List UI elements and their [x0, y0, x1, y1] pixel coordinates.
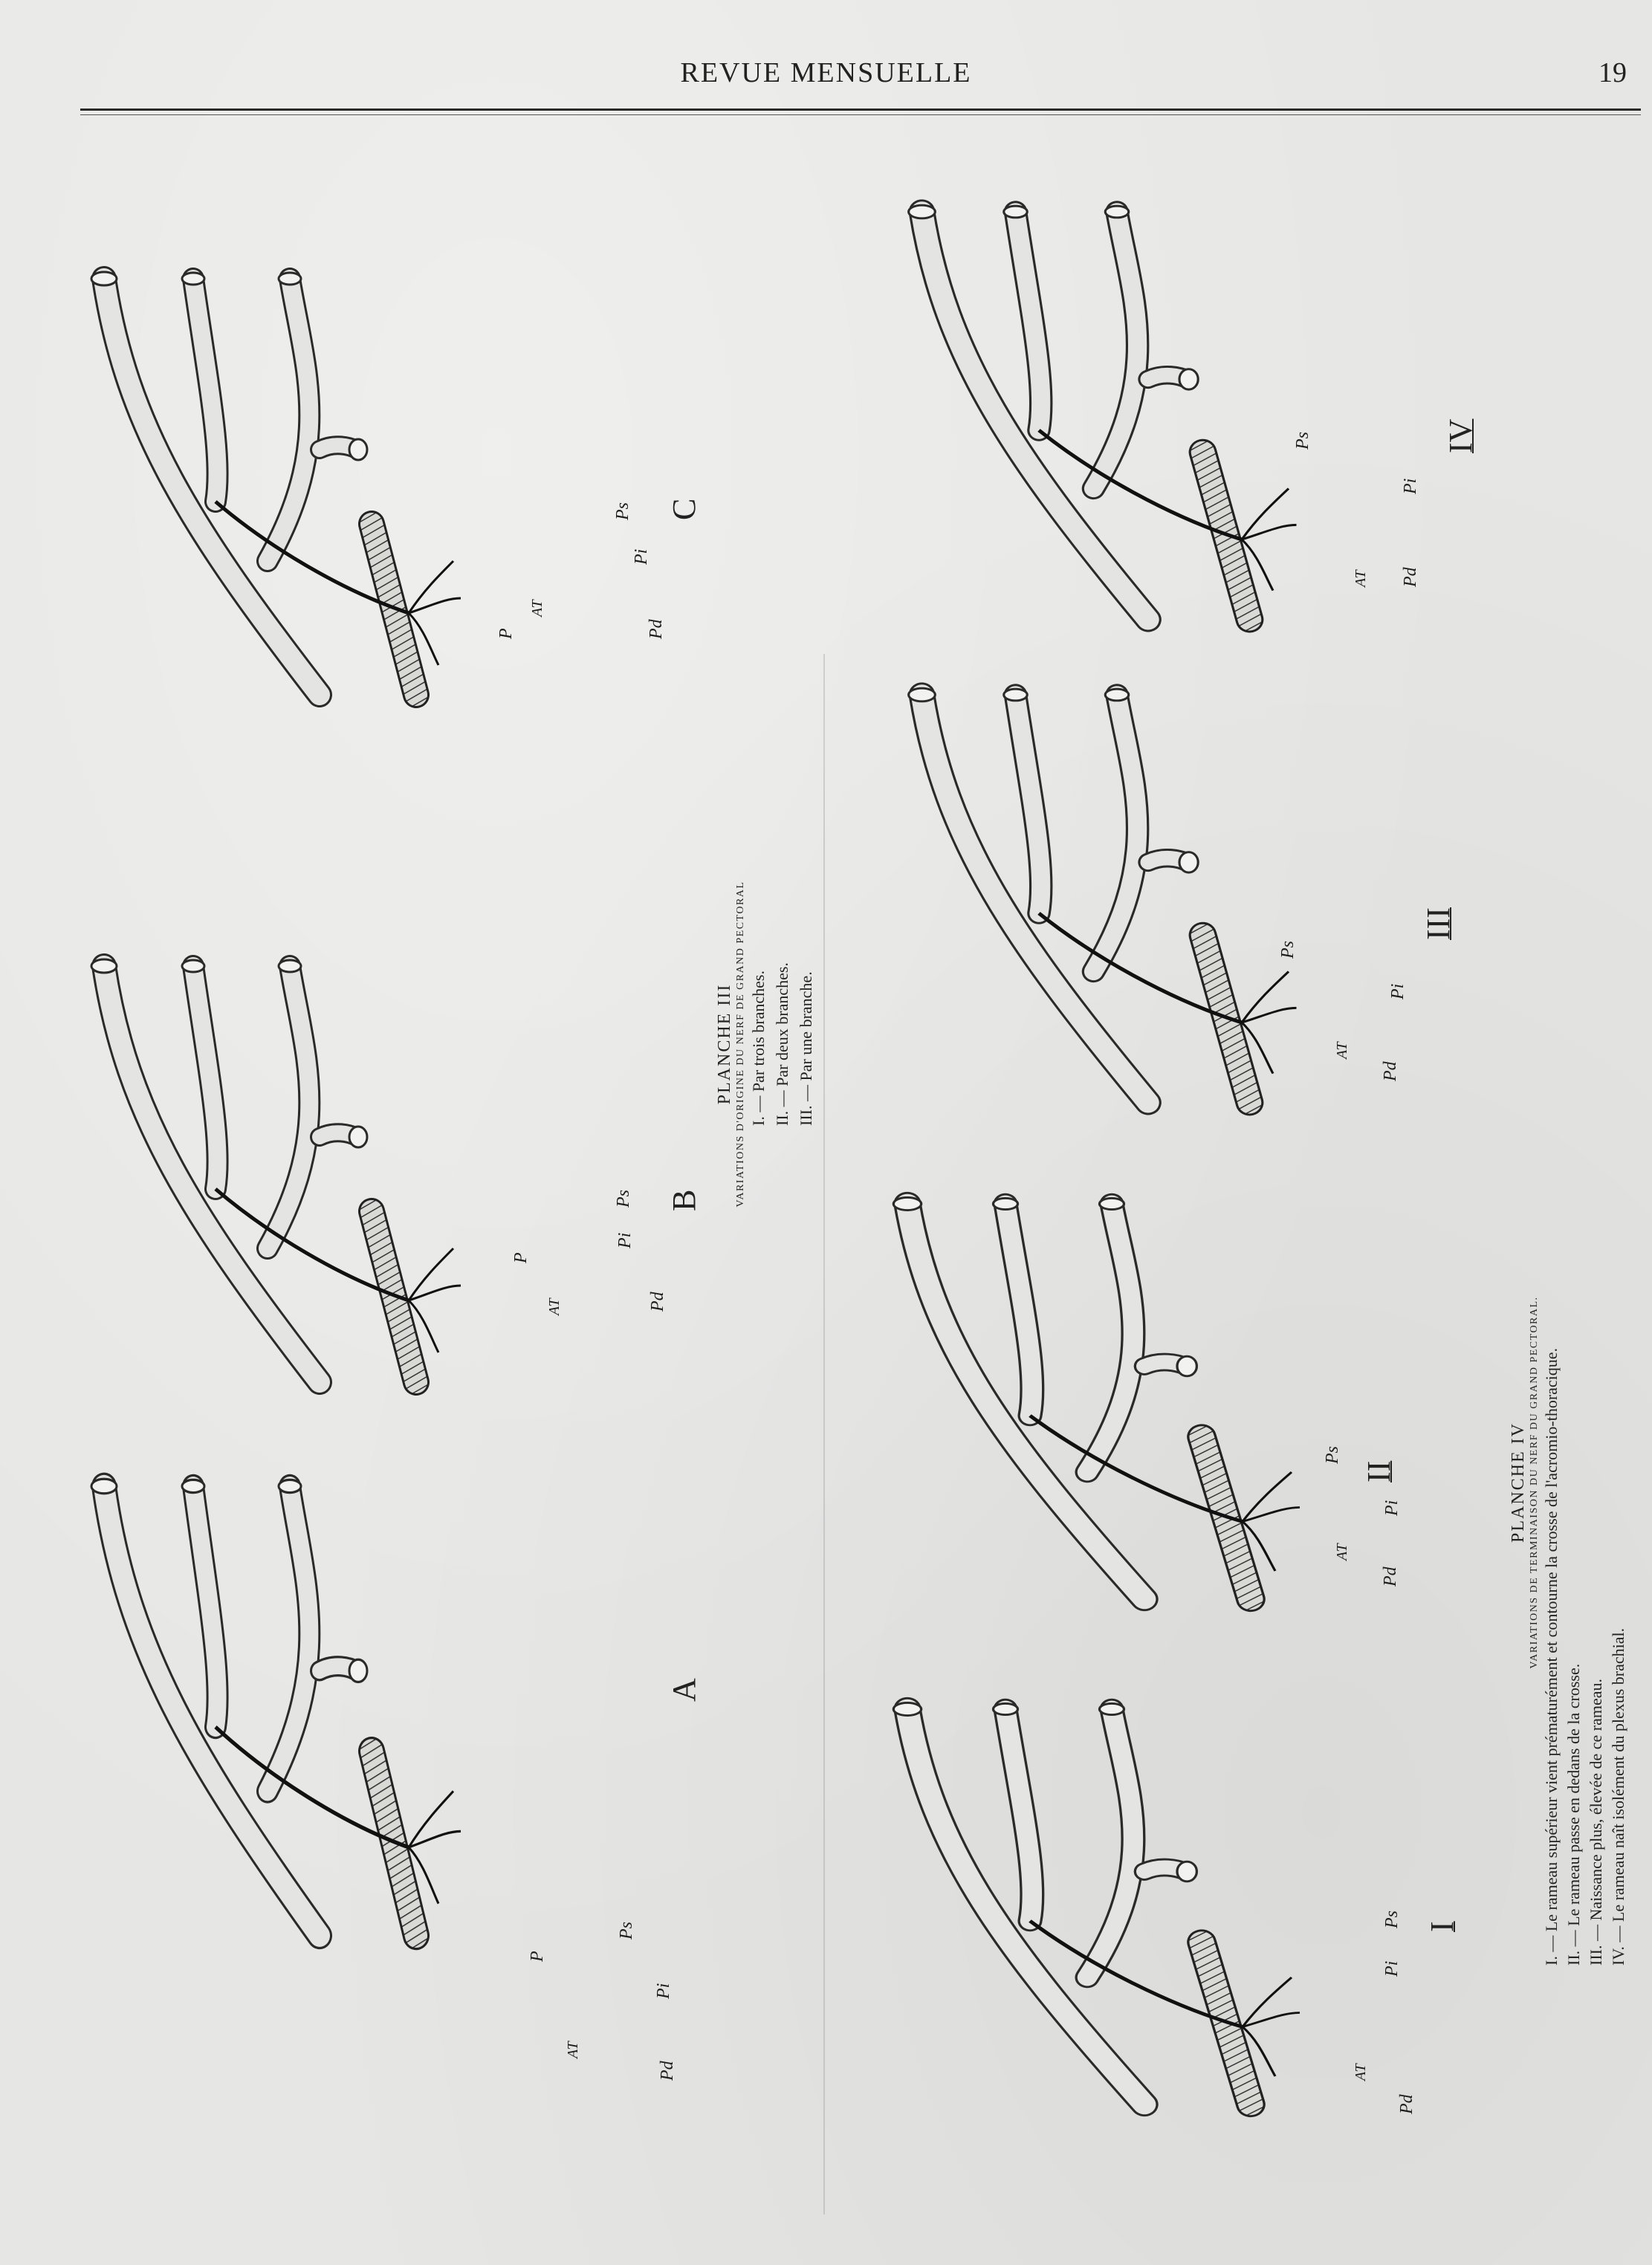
- figure-mark-a: A: [666, 1678, 702, 1702]
- label-ps: Ps: [1293, 432, 1312, 450]
- label-ps: Ps: [1278, 941, 1298, 959]
- figure-mark-ii: II: [1361, 1460, 1397, 1483]
- label-at: AT: [529, 600, 545, 617]
- figure-mark-iii: III: [1420, 907, 1457, 940]
- label-p: P: [511, 1252, 531, 1263]
- label-at: AT: [1334, 1543, 1350, 1561]
- figure-mark-b: B: [666, 1189, 702, 1211]
- plate-iii-item: III. — Par une branche.: [797, 971, 815, 1126]
- label-at: AT: [1353, 570, 1369, 587]
- plate-iii-subtitle: VARIATIONS D'ORIGINE DU NERF DE GRAND PECTORAL: [735, 881, 746, 1208]
- plate-iii-item: I. — Par trois branches.: [749, 971, 768, 1126]
- label-pd: Pd: [1401, 567, 1420, 587]
- plate-iv-title: PLANCHE IV: [1509, 1422, 1528, 1543]
- label-p: P: [528, 1951, 547, 1962]
- plate-iv-item: II. — Le rameau passe en dedans de la crosse.: [1564, 1663, 1583, 1966]
- plate-iii-items: [747, 851, 818, 1237]
- label-pd: Pd: [658, 2061, 677, 2081]
- label-at: AT: [565, 2041, 581, 2058]
- plate-iii-figure-a: [91, 1479, 461, 1936]
- plate-iv-caption: [1509, 999, 1630, 1966]
- plate-iv-item: I. — Le rameau supérieur vient prématurément et contourne la crosse de l'acromio-thoracique.: [1542, 1347, 1561, 1966]
- plate-iv-items: [1541, 999, 1630, 1966]
- plate-iv-figure-iv: [909, 205, 1297, 620]
- label-ps: Ps: [614, 1190, 633, 1208]
- label-pi: Pi: [632, 548, 651, 565]
- plate-iii-title: PLANCHE III: [715, 983, 734, 1105]
- label-pd: Pd: [1381, 1061, 1400, 1081]
- plate-iv-subtitle: VARIATIONS DE TERMINAISON DU NERF DU GRAND PECTORAL.: [1529, 1296, 1540, 1669]
- plate-iv-item: IV. — Le rameau naît isolément du plexus brachial.: [1609, 1627, 1627, 1966]
- label-pi: Pi: [615, 1232, 635, 1248]
- label-pi: Pi: [654, 1983, 673, 1999]
- label-at: AT: [546, 1298, 563, 1315]
- plate-iv-figure-i: [893, 1702, 1300, 2104]
- plate-iv-figure-iii: [909, 688, 1297, 1103]
- label-ps: Ps: [1382, 1911, 1402, 1928]
- label-pi: Pi: [1382, 1960, 1402, 1977]
- label-p: P: [496, 628, 516, 639]
- page-number: 19: [1598, 57, 1627, 88]
- label-at: AT: [1334, 1042, 1350, 1059]
- label-ps: Ps: [1323, 1446, 1342, 1464]
- plate-iii-item: II. — Par deux branches.: [773, 962, 791, 1126]
- plate-iv-figure-ii: [893, 1197, 1300, 1599]
- plate-iii-caption: [715, 851, 818, 1237]
- label-pd: Pd: [647, 619, 666, 639]
- plate-iii-figure-b: [91, 959, 461, 1382]
- plate-iii-figure-c: [91, 272, 461, 695]
- figure-mark-iv: IV: [1442, 418, 1479, 453]
- label-pd: Pd: [1397, 2094, 1416, 2114]
- plate-iv-item: III. — Naissance plus, élevée de ce rameau.: [1587, 1678, 1605, 1966]
- figure-mark-i: I: [1424, 1921, 1460, 1932]
- journal-title: REVUE MENSUELLE: [680, 57, 972, 88]
- label-ps: Ps: [617, 1922, 636, 1940]
- figure-mark-c: C: [666, 498, 702, 520]
- label-pi: Pi: [1401, 478, 1420, 494]
- label-at: AT: [1353, 2064, 1369, 2081]
- label-pi: Pi: [1382, 1500, 1402, 1516]
- label-ps: Ps: [613, 502, 632, 520]
- label-pi: Pi: [1388, 983, 1408, 999]
- label-pd: Pd: [1381, 1566, 1400, 1587]
- label-pd: Pd: [648, 1292, 667, 1312]
